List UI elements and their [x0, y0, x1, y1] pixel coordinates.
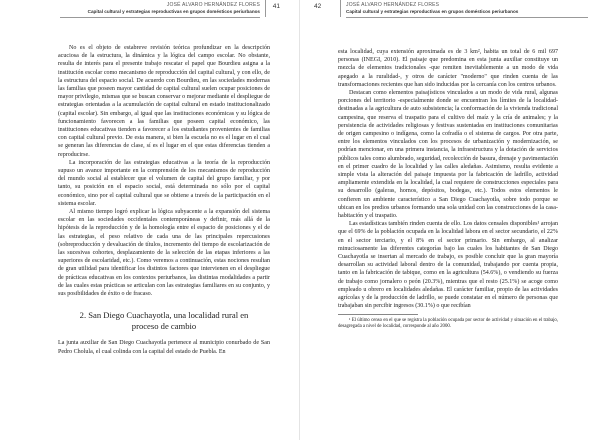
left-header-author: JOSÉ ALVARO HERNÁNDEZ FLORES — [166, 2, 260, 8]
left-paragraph-3: Al mismo tiempo logró explicar la lógica subyacente a la expansión del sistema escolar en las sociedades occidentales contemporáneas y definir, más allá de la hipótesis de la reproducción y de la homología entre el espacio de posiciones y el de las estrategias, el peso relativo de cada una de las principales repercusiones (sobreproducción y devaluación de títulos, incremento del tiempo de escolarización de las sucesivas cohortes, desplazamiento de la selección de las etapas inferiores a las superiores de escolaridad, etc.). Como veremos a continuación, estas nociones resultan de gran utilidad para identificar los distintos factores que intervienen en el despliegue de prácticas educativas en los contextos periurbanos, las distintas modalidades a partir de las cuales estas prácticas se articulan con las estrategias familiares en su conjunto, y sus posibilidades de éxito o de fracaso. — [58, 209, 270, 298]
footnote: ¹ El último censo en el que se registra la población ocupada por sector de actividad y situación en el trabajo, desagregada a nivel de localidad, corresponde al año 2000. — [338, 317, 558, 329]
right-paragraph-1: esta localidad, cuya extensión aproximada es de 3 km², habita un total de 6 mil 697 personas (INEGI, 2010). El paisaje que predomina en esta junta auxiliar constituye un mezcla de elementos tradicionales -que remiten inevitablemente a un modo de vida apegado a la ruralidad-, y otros de carácter "moderno" que rinden cuenta de las transformaciones recientes que han sido inducidas por la cercanía con los centros urbanos. — [338, 49, 558, 88]
footnote-rule — [338, 314, 418, 315]
left-paragraph-4: La junta auxiliar de San Diego Cuachayotla pertenece al municipio conurbado de San Pedro Cholula, el cual colinda con la capital del estado de Puebla. En — [58, 340, 270, 355]
right-running-header — [346, 2, 518, 15]
left-body-text — [58, 44, 270, 356]
right-paragraph-2: Destacan como elementos paisajísticos vinculados a un modo de vida rural, algunas porciones del territorio -especialmente donde se encuentran los límites de la localidad- destinadas a la agricultura de auto subsistencia; la conformación de la vivienda tradicional campesina, que reserva el traspatio para el cultivo del maíz y la cría de animales; y la persistencia de actividades religiosas y festivas sustentadas en instituciones comunitarias de origen campesino o indígena, como la cofradía o el sistema de cargos. Por otra parte, entre los elementos vinculados con los procesos de urbanización y modernización, se podrían mencionar, en una primera instancia, la infraestructura y la dotación de servicios públicos tales como alumbrado, seguridad, recolección de basura, drenaje y pavimentación en el primer cuadro de la localidad y las calles aledañas. Asimismo, resulta evidente a simple vista la alteración del paisaje impuesta por la fabricación de ladrillo, actividad ampliamente extendida en la localidad, la cual requiere de construcciones especiales para su desarrollo (galeras, hornos, depósitos, bodegas, etc.). Todos estos elementos le confieren un ambiente característico a San Diego Cuachayotla, sobre todo porque se ubican en los predios urbanos formando una sola unidad con las construcciones de la casa-habitación y el traspatio. — [338, 90, 558, 220]
left-page-number-divider — [265, 0, 266, 17]
right-header-title: Capital cultural y estrategias reproductivas en grupos domésticos periurbanos — [346, 9, 519, 14]
left-header-title: Capital cultural y estrategias reproductivas en grupos domésticos periurbanos — [87, 9, 260, 14]
left-running-header — [88, 2, 260, 15]
left-page-number: 41 — [272, 3, 280, 10]
right-header-author: JOSÉ ALVARO HERNÁNDEZ FLORES — [346, 2, 440, 8]
right-page-number: 42 — [314, 3, 322, 10]
right-body-text — [338, 48, 558, 330]
left-header-rule — [60, 17, 260, 18]
right-paragraph-3: Las estadísticas también rinden cuenta de ello. Los datos censales disponibles¹ arrojan que el 69% de la población ocupada en la localidad labora en el sector secundario, el 22% en el sector terciario, y el 8% en el sector primario. Sin embargo, al analizar minuciosamente las diferentes categorías bajo las cuales los habitantes de San Diego Cuachayotla se insertan al mercado de trabajo, es posible concluir que la gran mayoría desarrollan su actividad laboral dentro de la comunidad, trabajando por cuenta propia, tanto en la fabricación de tabique, como en la agricultura (54.6%), o vendiendo su fuerza de trabajo como jornalero o peón (20.3%), mientras que el resto (25.1%) se acoge como empleado u obrero en localidades aledañas. El carácter familiar, propio de las actividades agrícolas y de la producción de ladrillo, se puede constatar en el número de personas que trabajaban sin percibir ingresos (30.1%) o que recibían — [338, 221, 558, 310]
right-page-number-divider — [340, 0, 341, 17]
section-heading: 2. San Diego Cuachayotla, una localidad rural en proceso de cambio — [79, 310, 249, 331]
right-page — [300, 0, 600, 440]
right-header-rule — [346, 17, 588, 18]
left-paragraph-2: La incorporación de las estrategias educativas a la teoría de la reproducción supuso un avance importante en la comprensión de los mecanismos de reproducción del mundo social al establecer que el volumen de capital del grupo familiar, y por tanto, su posición en el espacio social, está determinada no sólo por el capital económico, sino por el capital cultural que se obtiene a través de la participación en el sistema escolar. — [58, 159, 270, 207]
left-paragraph-1: No es el objeto de estabreve revisión teórica profundizar en la descripción acuciosa de la estructura, la dinámica y la lógica del campo escolar. No obstante, resulta de interés para el presente trabajo rescatar el papel que Bourdieu asigna a la institución escolar como mecanismo de reproducción del capital cultural, y con ello, de la estructura del espacio social. De acuerdo con Bourdieu, en las sociedades modernas las familias que poseen mayor cantidad de capital cultural suelen ocupar posiciones de mayor privilegio, mismas que se buscan conservar o mejorar mediante el despliegue de estrategias orientadas a la acumulación de capital cultural en estado institucionalizado (capital escolar). Sin embargo, al igual que las instituciones económicas y su lógica de funcionamiento favorecen a las familias que poseen capital económico, las instituciones educativas tienden a favorecer a los estudiantes provenientes de familias con capital cultural previo. De esta manera, si bien la escuela no es el lugar en el cual se generan las diferencias de clase, sí es el lugar en el que estas diferencias tienden a reproducirse. — [58, 45, 270, 158]
